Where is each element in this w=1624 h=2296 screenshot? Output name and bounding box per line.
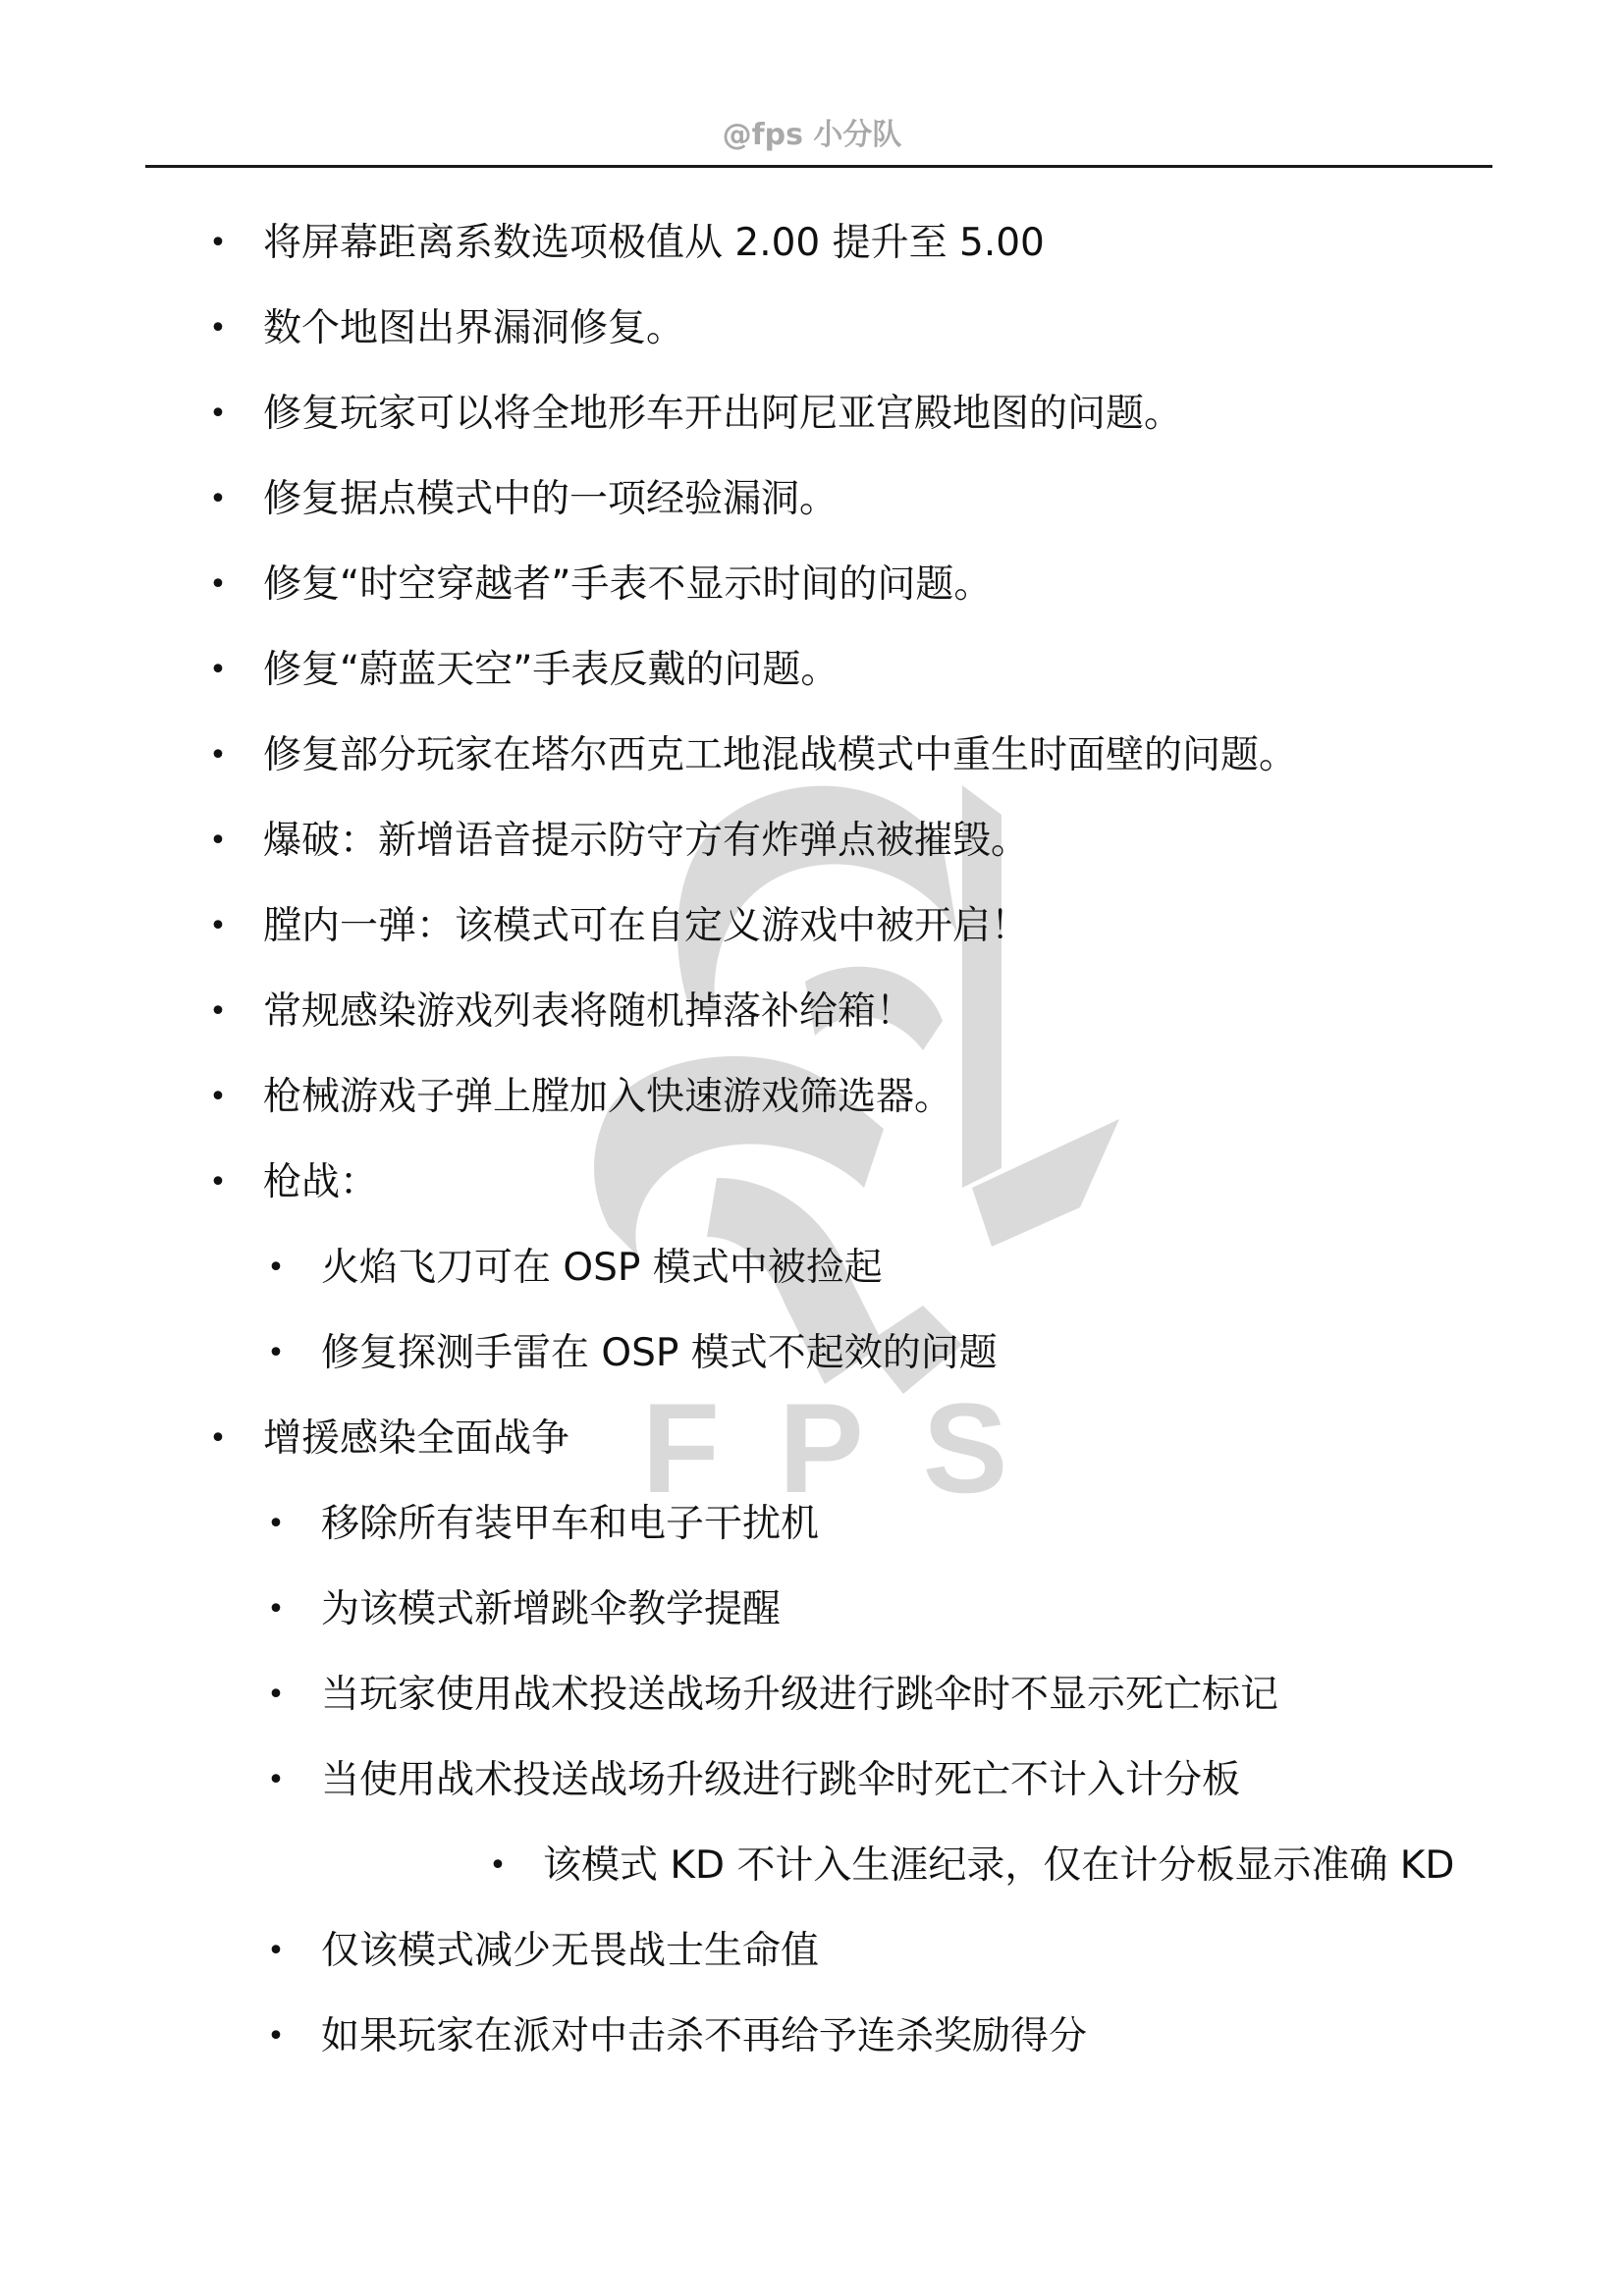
list-item-text: 膛内一弹：该模式可在自定义游戏中被开启！ [263,904,1030,948]
list-item [267,1751,1241,1810]
list-item [267,1495,820,1554]
list-item-text: 修复探测手雷在 OSP 模式不起效的问题 [321,1331,998,1375]
list-item [209,299,685,358]
bullet-icon: • [267,1934,285,1968]
list-item-text: 移除所有装甲车和电子干扰机 [321,1502,820,1546]
list-item-text: 枪战： [263,1160,379,1204]
bullet-icon: • [267,1763,285,1797]
bullet-icon: • [267,2019,285,2054]
bullet-icon: • [489,1848,507,1883]
list-item [209,556,993,614]
list-item [209,385,1183,444]
bullet-icon: • [209,1080,227,1114]
list-item-text: 仅该模式减少无畏战士生命值 [321,1929,820,1973]
list-item-text: 将屏幕距离系数选项极值从 2.00 提升至 5.00 [263,221,1045,265]
bullet-icon: • [267,1678,285,1712]
list-item [209,641,839,700]
list-item-text: 当使用战术投送战场升级进行跳伞时死亡不计入计分板 [321,1758,1241,1802]
list-item [209,897,1030,956]
list-item [209,983,915,1041]
bullet-icon: • [209,653,227,687]
list-item [267,1580,782,1639]
list-item-text: 当玩家使用战术投送战场升级进行跳伞时不显示死亡标记 [321,1673,1279,1717]
list-item-text: 修复“蔚蓝天空”手表反戴的问题。 [263,648,839,692]
bullet-icon: • [209,567,227,602]
list-item-text: 修复据点模式中的一项经验漏洞。 [263,477,839,521]
list-item-text: 修复“时空穿越者”手表不显示时间的问题。 [263,562,993,607]
list-item [209,812,1030,871]
bullet-icon: • [209,909,227,943]
list-item [267,2007,1088,2066]
list-item [209,1410,570,1468]
list-item-text: 枪械游戏子弹上膛加入快速游戏筛选器。 [263,1075,953,1119]
list-item-text: 爆破：新增语音提示防守方有炸弹点被摧毁。 [263,819,1030,863]
page-header: @fps 小分队 [722,118,902,152]
list-item-text: 增援感染全面战争 [263,1416,570,1461]
list-item [209,1068,953,1127]
bullet-icon: • [209,1165,227,1200]
list-item [267,1324,998,1383]
list-item [267,1922,820,1981]
bullet-icon: • [267,1251,285,1285]
bullet-icon: • [209,226,227,260]
list-item [267,1239,883,1298]
list-item [209,1153,379,1212]
list-item-text: 如果玩家在派对中击杀不再给予连杀奖励得分 [321,2014,1088,2058]
list-item-text: 常规感染游戏列表将随机掉落补给箱！ [263,989,915,1034]
bullet-icon: • [209,994,227,1029]
list-item-text: 修复部分玩家在塔尔西克工地混战模式中重生时面壁的问题。 [263,733,1298,777]
bullet-icon: • [209,397,227,431]
list-item-text: 修复玩家可以将全地形车开出阿尼亚宫殿地图的问题。 [263,392,1183,436]
watermark-text: FPS [641,1376,1067,1502]
bullet-icon: • [267,1507,285,1541]
list-item [267,1666,1279,1725]
bullet-icon: • [209,738,227,773]
list-item-text: 为该模式新增跳伞教学提醒 [321,1587,782,1631]
bullet-icon: • [209,311,227,346]
list-item [209,726,1298,785]
list-item [209,470,839,529]
bullet-icon: • [209,824,227,858]
list-item-text: 数个地图出界漏洞修复。 [263,306,685,350]
bullet-icon: • [267,1336,285,1370]
bullet-icon: • [209,1421,227,1456]
list-item [209,214,1045,273]
bullet-icon: • [209,482,227,516]
list-item-text: 该模式 KD 不计入生涯纪录，仅在计分板显示准确 KD [543,1843,1455,1888]
list-item-text: 火焰飞刀可在 OSP 模式中被捡起 [321,1246,883,1290]
bullet-icon: • [267,1592,285,1627]
list-item [489,1837,1455,1896]
